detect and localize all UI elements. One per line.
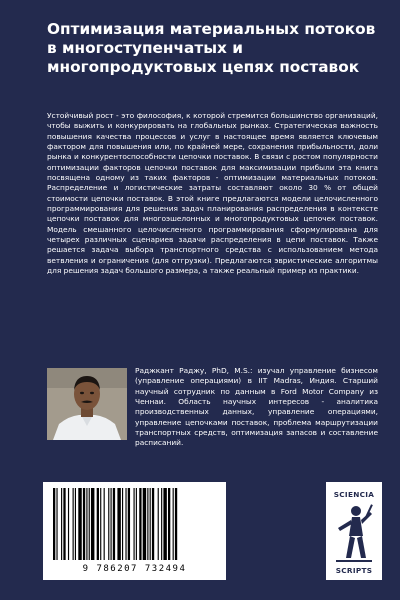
barcode-bar (56, 488, 57, 560)
barcode-bar (83, 488, 85, 560)
author-biography: Раджкант Раджу, PhD, M.S.: изучал управление бизнесом (управление операциями) в IIT Madras, Индия. Старший научный сотрудник по данным в Ford Motor Company из Ченнаи. Область научных интересов - аналитика производственных данных, управление операциями, управление цепочками поставок, проблема маршрутизации транспортных средств, оптимизация запасов и составление расписаний. (135, 366, 378, 448)
barcode-bar (86, 488, 87, 560)
book-title: Оптимизация материальных потоков в многоступенчатых и многопродуктовых цепях поставок (47, 20, 376, 76)
isbn-barcode (43, 482, 226, 580)
barcode-bar (147, 488, 148, 560)
barcode-bar (91, 488, 94, 560)
isbn-number: 9 786207 732494 (82, 564, 187, 574)
barcode-bar (139, 488, 141, 560)
barcode-bar (89, 488, 90, 560)
barcode-bar (73, 488, 74, 560)
barcode-bar (100, 488, 101, 560)
barcode-bar (53, 488, 55, 560)
barcode-bar (104, 488, 105, 560)
author-photo (47, 368, 127, 440)
barcode-bar (161, 488, 162, 560)
barcode-bar (143, 488, 146, 560)
barcode-bar (97, 488, 99, 560)
barcode-bar (78, 488, 81, 560)
barcode-bar (117, 488, 120, 560)
barcode-bar (158, 488, 159, 560)
author-portrait-icon (47, 368, 127, 440)
logo-text-scripts: SCRIPTS (335, 566, 373, 575)
barcode-icon (51, 488, 218, 564)
barcode-bar (61, 488, 62, 560)
barcode-bar (150, 488, 151, 560)
barcode-bar (163, 488, 166, 560)
barcode-bar (111, 488, 112, 560)
barcode-bar (128, 488, 130, 560)
logo-text-sciencia: SCIENCIA (333, 490, 375, 499)
book-description: Устойчивый рост - это философия, к которой стремится большинство организаций, чтобы выжить и конкурировать на глобальных рынках. Стратегическая важность повышения качества процессов и услуг в настоящее время является ключевым фактором для повышения или, по крайней мере, сохранения прибыльности, доли рынка и конкурентоспособности цепочки поставок. В связи с ростом популярности оптимизации факторов цепочки поставок для максимизации прибыли эта книга посвящена одному из таких факторов - оптимизации материальных потоков. Распределение и логистические затраты составляют около 30 % от общей стоимости цепочки поставок. В этой книге предлагаются модели целочисленного программирования для решения задач планирования распределения в контексте цепочки поставок для многоэшелонных и многопродуктовых цепочек поставок. Модель смешанного целочисленного программирования сформулирована для четырех различных сценариев задачи распределения в цепи поставок. Также решается задача выбора транспортного средства с использованием метода ветвления и ограничения (для отгрузки). Предлагаются эвристические алгоритмы для решения задач большого размера, а также реальный пример из практики. (47, 111, 378, 276)
barcode-bar (125, 488, 126, 560)
barcode-bar (122, 488, 123, 560)
barcode-bar (134, 488, 135, 560)
scientist-figure-icon (334, 502, 374, 564)
barcode-bar (75, 488, 76, 560)
barcode-bar (68, 488, 69, 560)
barcode-bar (168, 488, 170, 560)
barcode-bar (173, 488, 174, 560)
barcode-bar (152, 488, 154, 560)
publisher-logo (326, 482, 382, 580)
barcode-bar (63, 488, 65, 560)
barcode-bar (113, 488, 115, 560)
barcode-bar (108, 488, 109, 560)
barcode-bar (136, 488, 137, 560)
barcode-bar (175, 488, 177, 560)
